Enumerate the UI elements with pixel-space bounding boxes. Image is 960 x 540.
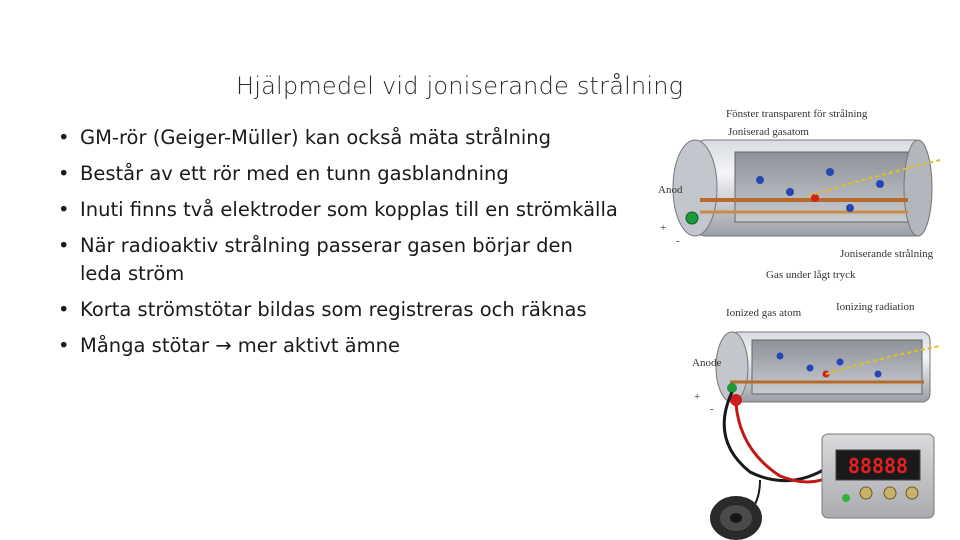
label-plus-en: + [694, 391, 701, 403]
label-window: Fönster transparent för strålning [726, 108, 868, 120]
bullet-item [58, 332, 618, 360]
bullet-text: GM-rör (Geiger-Müller) kan också mäta strålning [80, 126, 552, 149]
bullet-item [58, 296, 618, 324]
bullet-marker: • [58, 198, 70, 221]
geiger-muller-diagram [640, 100, 960, 540]
label-plus: + [660, 222, 667, 234]
label-minus-en: - [710, 403, 714, 415]
label-ionized-atom: Joniserad gasatom [728, 126, 809, 138]
bullet-marker: • [58, 298, 70, 321]
bullet-text: Inuti finns två elektroder som kopplas till en strömkälla [80, 198, 618, 221]
label-minus: - [676, 235, 680, 247]
top-gm-tube [673, 140, 940, 236]
ionized-atom [811, 194, 819, 202]
bullet-item [58, 196, 618, 224]
bullet-list [58, 124, 618, 368]
bullet-text: Består av ett rör med en tunn gasblandning [80, 162, 509, 185]
counter-device [822, 434, 934, 518]
wire-black [724, 392, 830, 481]
bottom-gm-tube [716, 332, 940, 406]
bullet-text: När radioaktiv strålning passerar gasen börjar den leda ström [80, 234, 573, 285]
label-anode-en: Anode [692, 357, 722, 369]
label-anode: Anod [658, 184, 683, 196]
slide-title: Hjälpmedel vid joniserande strålning [236, 72, 684, 100]
label-ionized-gas-atom: Ionized gas atom [726, 307, 802, 319]
label-radiation: Joniserande strålning [840, 248, 934, 260]
bullet-marker: • [58, 126, 70, 149]
bullet-item [58, 232, 618, 288]
label-ionizing-radiation: Ionizing radiation [836, 301, 915, 313]
bullet-text: Korta strömstötar bildas som registreras och räknas [80, 298, 587, 321]
bullet-marker: • [58, 162, 70, 185]
bullet-text-before: Många stötar [80, 334, 210, 357]
bullet-item [58, 160, 618, 188]
label-gas: Gas under lågt tryck [766, 269, 856, 281]
bullet-marker: • [58, 334, 70, 357]
bullet-text-after: mer aktivt ämne [237, 334, 400, 357]
bullet-marker: • [58, 234, 70, 257]
arrow-icon: → [215, 334, 232, 357]
anode-terminal [686, 212, 698, 224]
counter-display: 88888 [847, 454, 909, 478]
bullet-item [58, 124, 618, 152]
speaker-icon [710, 496, 762, 540]
